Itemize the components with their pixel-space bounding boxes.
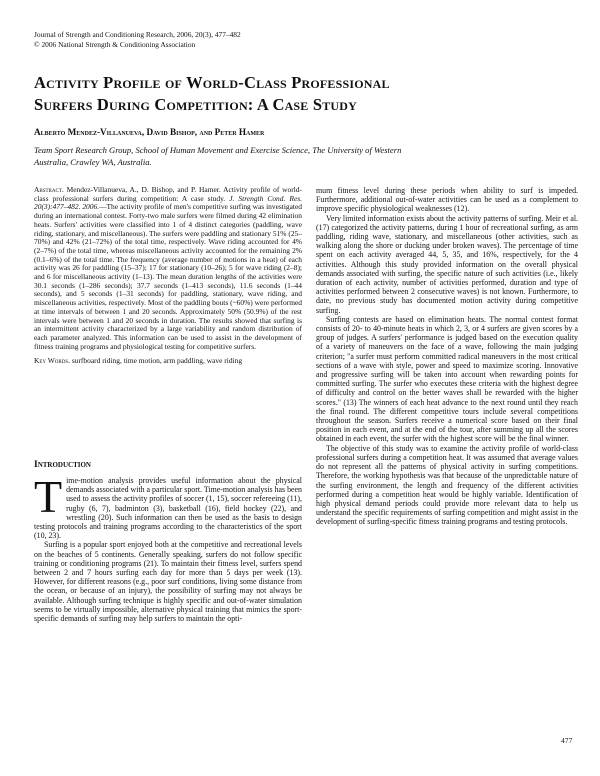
abstract-label: Abstract. (34, 185, 64, 194)
right-paragraph-1: mum fitness level during these periods when ability to surf is impeded. Furthermore, additional out-of-water activities can be used as a complement to improve specific physiological weaknesses (12). (316, 186, 578, 214)
abstract-citation-journal: J. Strength Cond. Res. 20(3):477–482. 2006. (34, 193, 302, 212)
abstract-paragraph (34, 186, 302, 351)
affiliation-line-2: Australia, Crawley WA, Australia. (34, 156, 152, 167)
journal-citation: Journal of Strength and Conditioning Research, 2006, 20(3), 477–482 (34, 30, 241, 39)
intro-paragraph-2: Surfing is a popular sport enjoyed both at the competitive and recreational levels on the beaches of 5 continents. Generally speaking, surfers do not follow specific training or conditioning programs (21). To maintain their fitness level, surfers spend between 2 and 7 hours surfing each day for more than 5 days per week (13). However, for different reasons (e.g., poor surf conditions, living some distance from the ocean, or because of an injury), the possibility of surfing may not always be available. Although surfing technique is highly specific and out-of-water simulation seems to be virtually impossible, alternative physical training that mimics the sport-specific demands of surfing may help surfers to maintain the opti- (34, 540, 302, 624)
abstract-block (34, 186, 302, 366)
drop-cap: T (34, 471, 63, 522)
affiliation (34, 145, 554, 168)
intro-paragraph-1 (34, 471, 302, 541)
right-paragraph-4: The objective of this study was to examine the activity profile of world-class professional surfers during a competition heat. It was assumed that average values do not represent all the patterns of physical activity in surfing competitions. Therefore, the working hypothesis was that because of the unpredictable nature of the surfing environment, the length and frequency of the different activities performed during a competition heat would be highly variable. Identification of high physical demand periods could provide more relevant data to help us understand the specific requirements of surfing competition and might assist in the development of surfing-specific fitness training programs and testing protocols. (316, 443, 578, 527)
keywords-paragraph (34, 357, 302, 366)
right-paragraph-3: Surfing contests are based on elimination heats. The normal contest format consists of 20- to 40-minute heats in which 2, 3, or 4 surfers are given scores by a group of judges. A surfers' performance is judged based on the execution quality of a variety of maneuvers on the face of a wave, following the main judging criterion; "a surfer must perform committed radical maneuvers in the most critical sections of a wave with style, power and speed to maximize scoring. Innovative and progressive surfing will be taken into account when rewarding points for committed surfing. The surfer who executes these criteria with the highest degree of difficulty and control on the better waves shall be rewarded with the higher scores." (13) The winners of each heat advance to the next round until they reach the final round. The different competitive tours include several competitions throughout the season. Surfers receive a numerical score based on their final position in each event, and at the end of the tour, after summing up all the scores obtained in each event, the surfer with the highest score will be the final winner. (316, 314, 578, 444)
introduction-body (34, 471, 302, 624)
introduction-heading: Introduction (34, 460, 91, 470)
abstract-body: —The activity profile of men's competitive surfing was investigated during an international contest. Forty-two male surfers were filmed during 42 elimination heats. Surfers' activities were classified into 1 of 4 distinct categories (paddling, wave riding, stationary, and miscellaneous). The surfers were paddling and stationary 51% (25–70%) and 42% (21–72%) of the total time, respectively. Wave riding accounted for 4% (2–7%) of the total time, whereas miscellaneous activity accounted for the remaining 2% (0.1–6%) of the total time. The frequency (average number of motions in a heat) of each activity was 26 for paddling (15–37); 17 for stationary (10–26); 5 for wave riding (2–8); and 6 for miscellaneous activity (1–13). The mean duration lengths of the activities were 30.1 seconds (1–286 seconds); 37.7 seconds (1–413 seconds), 11.6 seconds (1–44 seconds), and 5 seconds (1–31 seconds) for paddling, stationary, wave riding, and miscellaneous activities, respectively. Most of the paddling bouts (~60%) were performed at time intervals of between 1 and 20 seconds. Approximately 50% (50.9%) of the rest intervals were between 1 and 20 seconds in duration. The results showed that surfing is an intermittent activity characterized by a large variability and random distribution of each parameter analyzed. This information can be used to assist in the development of fitness training programs and physiological testing for competitive surfers. (34, 202, 303, 351)
article-title (34, 72, 574, 116)
keywords-label: Key Words. (34, 356, 70, 366)
title-line-1: Activity Profile of World-Class Professional (34, 73, 390, 92)
intro-text-1: ime-motion analysis provides useful information about the physical demands associated with a particular sport. Time-motion analysis has been used to assess the activity profiles of soccer (1, 15), soccer refereeing (11), rugby (6, 7), badminton (3), basketball (16), field hockey (22), and wrestling (20). Such information can then be used as the basis to design testing protocols and training programs according to the characteristics of the sport (10, 23). (34, 476, 302, 541)
right-paragraph-2: Very limited information exists about the activity patterns of surfing. Meir et al. (17) categorized the activity patterns, during 1 hour of recreational surfing, as arm paddling, riding wave, stationary, and miscellaneous (other activities, such as walking along the shore or ducking under broken waves). The percentage of time spent on each activity averaged 44, 5, 35, and 16%, respectively, for the 4 activities. Although this study provided information on the overall physical demands associated with surfing, the specific nature of such activities (i.e., likely duration of each activity, number of activities performed, duration and type of activities performed between 2 consecutive waves) is not known. Furthermore, to date, no previous study has documented motion activity during competitive surfing. (316, 213, 578, 315)
keywords-text: surfboard riding, time motion, arm paddling, wave riding (71, 356, 243, 366)
author-list: Alberto Mendez-Villanueva, David Bishop, and Peter Hamer (34, 127, 265, 137)
right-column (316, 186, 578, 527)
copyright-line: © 2006 National Strength & Conditioning Association (34, 40, 196, 49)
journal-header (34, 30, 241, 50)
title-line-2: Surfers During Competition: A Case Study (34, 95, 358, 114)
page-number: 477 (561, 736, 573, 745)
affiliation-line-1: Team Sport Research Group, School of Human Movement and Exercise Science, The University of Western (34, 145, 402, 155)
abstract-citation-authors: Mendez-Villanueva, A., D. Bishop, and P. Hamer. Activity profile of world-class professional surfers during competition: A case study. (34, 185, 302, 203)
